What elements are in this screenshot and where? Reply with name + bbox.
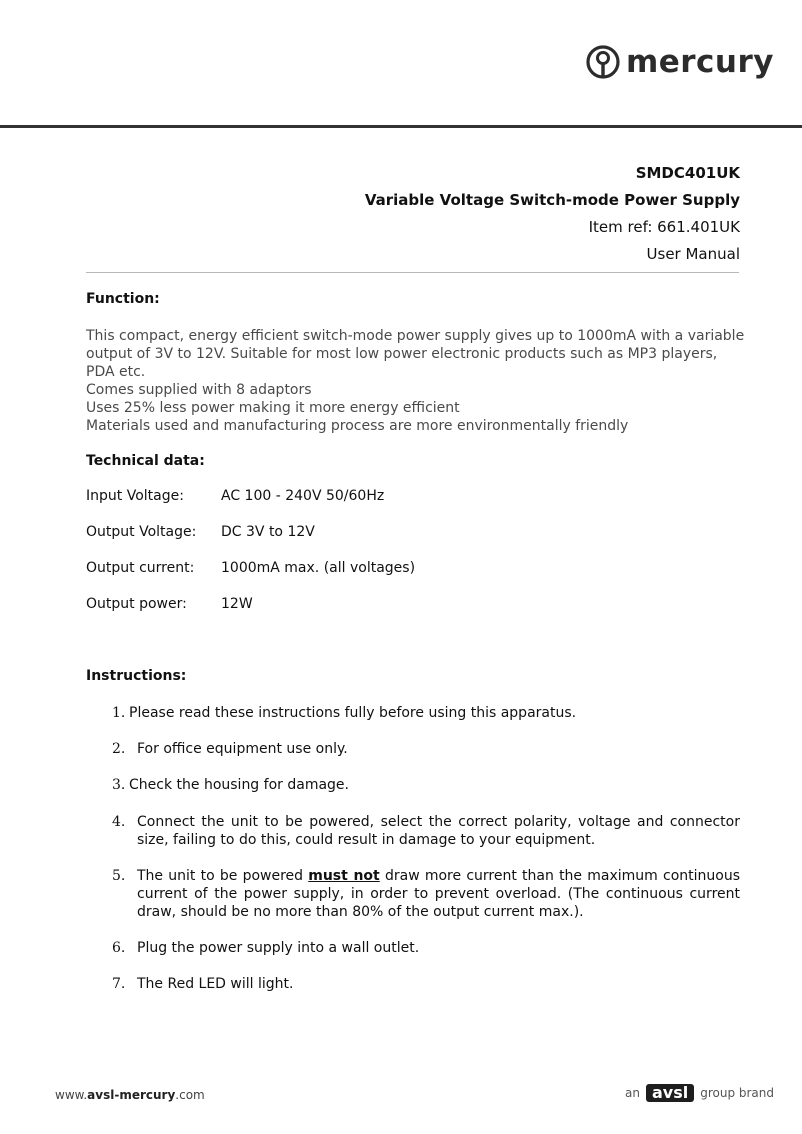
title-divider xyxy=(86,272,739,273)
feature-item: Uses 25% less power making it more energy efficient xyxy=(86,400,460,416)
instructions-heading: Instructions: xyxy=(86,668,187,684)
instruction-number: 7. xyxy=(112,976,126,992)
spec-row xyxy=(86,524,315,540)
item-reference: Item ref: 661.401UK xyxy=(588,218,740,236)
instruction-item xyxy=(112,704,740,722)
function-intro xyxy=(86,327,746,381)
title-block xyxy=(365,160,740,268)
brand-prefix: an xyxy=(625,1086,640,1100)
spec-label: Input Voltage: xyxy=(86,488,184,504)
spec-row xyxy=(86,488,384,504)
product-name: Variable Voltage Switch-mode Power Supply xyxy=(364,191,740,209)
spec-value: 12W xyxy=(221,596,253,612)
instruction-text: Connect the unit to be powered, select the correct polarity, voltage and connector size, failing to do this, could result in damage to your equipment. xyxy=(137,814,740,848)
feature-item: Comes supplied with 8 adaptors xyxy=(86,382,312,398)
spec-row xyxy=(86,560,415,576)
model-number: SMDC401UK xyxy=(635,164,740,182)
spec-value: AC 100 - 240V 50/60Hz xyxy=(221,488,385,504)
logo-wordmark: mercury xyxy=(625,43,774,80)
brand-logo xyxy=(585,44,774,80)
intro-line: This compact, energy efficient switch-mode power supply gives up to 1000mA with a variable xyxy=(86,328,745,344)
footer-brand xyxy=(625,1084,774,1102)
feature-item: Materials used and manufacturing process are more environmentally friendly xyxy=(86,418,629,434)
url-brand: avsl-mercury xyxy=(87,1088,176,1102)
spec-label: Output Voltage: xyxy=(86,524,197,540)
instruction-text-part: draw more current than the maximum continuous current of the power supply, in order to prevent overload. (The continuous current draw, should be no more than 80% of the output current max.). xyxy=(137,868,741,920)
warning-emphasis: must not xyxy=(308,868,380,884)
instruction-text: Please read these instructions fully before using this apparatus. xyxy=(129,705,577,721)
instruction-item xyxy=(112,776,740,794)
instruction-item xyxy=(112,939,740,957)
spec-value: 1000mA max. (all voltages) xyxy=(221,560,416,576)
avsl-logo: avsl xyxy=(646,1084,694,1102)
instruction-number: 6. xyxy=(112,940,126,956)
technical-heading: Technical data: xyxy=(86,453,205,469)
spec-label: Output current: xyxy=(86,560,195,576)
spec-row xyxy=(86,596,253,612)
function-heading: Function: xyxy=(86,291,160,307)
intro-line: output of 3V to 12V. Suitable for most low power electronic products such as MP3 players, PDA etc. xyxy=(86,346,718,380)
instruction-number: 5. xyxy=(112,868,126,884)
instruction-number: 1. xyxy=(112,705,126,721)
brand-suffix: group brand xyxy=(700,1086,774,1100)
instruction-text: For office equipment use only. xyxy=(137,741,348,757)
instruction-number: 2. xyxy=(112,741,126,757)
url-prefix: www. xyxy=(55,1088,88,1102)
spec-value: DC 3V to 12V xyxy=(221,524,315,540)
instruction-item xyxy=(112,813,740,849)
header-divider xyxy=(0,125,802,128)
instruction-item xyxy=(112,867,740,921)
instruction-text: Plug the power supply into a wall outlet. xyxy=(137,940,420,956)
spec-label: Output power: xyxy=(86,596,187,612)
feature-list xyxy=(86,381,746,435)
mercury-logo-icon xyxy=(585,44,621,80)
instruction-text: The Red LED will light. xyxy=(137,976,294,992)
document-type: User Manual xyxy=(646,245,740,263)
instruction-item xyxy=(112,975,740,993)
instruction-text: Check the housing for damage. xyxy=(129,777,349,793)
instruction-item xyxy=(112,740,740,758)
instruction-text xyxy=(137,867,740,921)
instruction-text-part: The unit to be powered xyxy=(137,868,304,884)
url-suffix: .com xyxy=(175,1088,205,1102)
instruction-number: 4. xyxy=(112,814,126,830)
footer-website xyxy=(55,1088,205,1102)
instruction-number: 3. xyxy=(112,777,126,793)
